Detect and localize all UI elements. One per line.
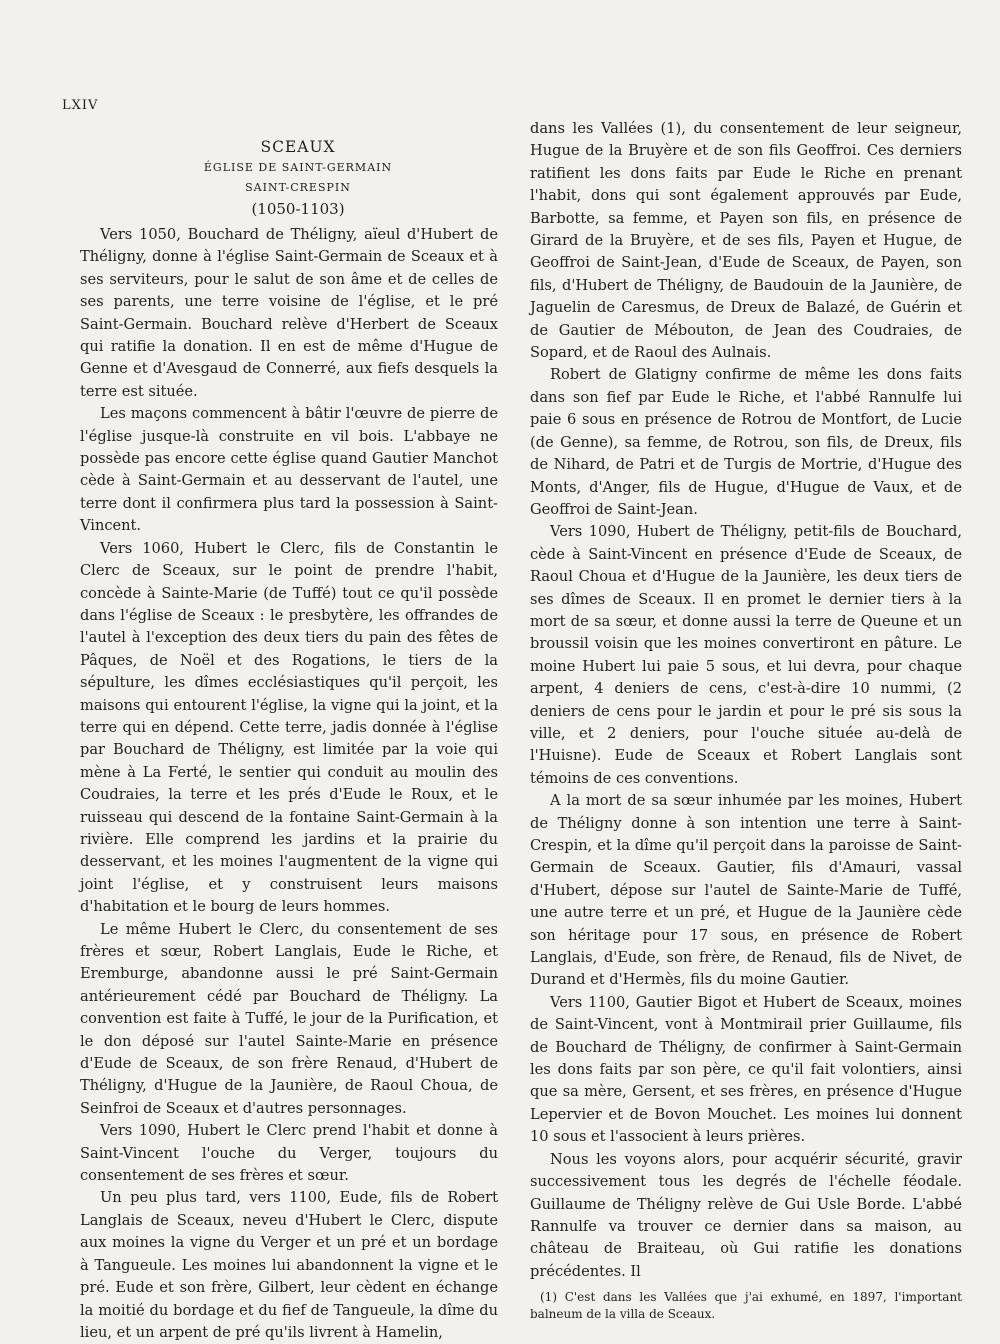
paragraph: Vers 1050, Bouchard de Théligny, aïeul d'Hubert de Théligny, donne à l'église Saint-Germain de Sceaux et à ses serviteurs, pour le salut de son âme et de celles de ses parents, une terre voisine de l'église, et le pré Saint-Germain. Bouchard relève d'Herbert de Sceaux qui ratifie la donation. Il en est de même d'Hugue de Genne et d'Avesgaud de Connerré, aux fiefs desquels la terre est située.: [80, 226, 498, 400]
paragraph: Vers 1100, Gautier Bigot et Hubert de Sceaux, moines de Saint-Vincent, vont à Montmirail prier Guillaume, fils de Bouchard de Théligny, de confirmer à Saint-Germain les dons faits par son père, ce qu'il fait volontiers, ainsi que sa mère, Gersent, et ses frères, en présence d'Hugue Lepervier et de Bovon Mouchet. Les moines lui donnent 10 sous et l'associent à leurs prières.: [530, 993, 962, 1146]
footnote: (1) C'est dans les Vallées que j'ai exhumé, en 1897, l'important balneum de la villa de Sceaux.: [530, 1290, 962, 1322]
paragraph: Le même Hubert le Clerc, du consentement de ses frères et sœur, Robert Langlais, Eude le Riche, et Eremburge, abandonne aussi le pré Saint-Germain antérieurement cédé par Bouchard de Théligny. La convention est faite à Tuffé, le jour de la Purification, et le don déposé sur l'autel Sainte-Marie en présence d'Eude de Sceaux, de son frère Renaud, d'Hubert de Théligny, d'Hugue de la Jaunière, de Raoul Choua, de Seinfroi de Sceaux et d'autres personnages.: [80, 920, 498, 1117]
section-title: SCEAUX: [260, 138, 336, 156]
paragraph: Vers 1090, Hubert de Théligny, petit-fils de Bouchard, cède à Saint-Vincent en présence d'Eude de Sceaux, de Raoul Choua et d'Hugue de la Jaunière, les deux tiers de ses dîmes de Sceaux. Il en promet le dernier tiers à la mort de sa sœur, et donne aussi la terre de Queune et un broussil voisin que les moines convertiront en pâture. Le moine Hubert lui paie 5 sous, et lui devra, pour chaque arpent, 4 deniers de cens, c'est-à-dire 10 nummi, (2 deniers de cens pour le jardin et pour le pré sis sous la ville, et 2 deniers, pour l'ouche située au-delà de l'Huisne). Eude de Sceaux et Robert Langlais sont témoins de ces conventions.: [530, 523, 962, 787]
left-column: [80, 136, 498, 1344]
subtitle: SAINT-CRESPIN: [245, 181, 351, 194]
paragraph: Vers 1090, Hubert le Clerc prend l'habit et donne à Saint-Vincent l'ouche du Verger, toujours du consentement de ses frères et sœur.: [80, 1122, 498, 1185]
paragraph: Robert de Glatigny confirme de même les dons faits dans son fief par Eude le Riche, et l'abbé Rannulfe lui paie 6 sous en présence de Rotrou de Montfort, de Lucie (de Genne), sa femme, de Rotrou, son fils, de Dreux, fils de Nihard, de Patri et de Turgis de Mortrie, d'Hugue des Monts, d'Anger, fils de Hugue, d'Hugue de Vaux, et de Geoffroi de Saint-Jean.: [530, 366, 962, 518]
paragraph: Vers 1060, Hubert le Clerc, fils de Constantin le Clerc de Sceaux, sur le point de prendre l'habit, concède à Sainte-Marie (de Tuffé) tout ce qu'il possède dans l'église de Sceaux : le presbytère, les offrandes de l'autel à l'exception des deux tiers du pain des fêtes de Pâques, de Noël et des Rogations, le tiers de la sépulture, les dîmes ecclésiastiques qu'il perçoit, les maisons qui entourent l'église, la vigne qui la joint, et la terre qui en dépend. Cette terre, jadis donnée à l'église par Bouchard de Théligny, est limitée par la voie qui mène à La Ferté, le sentier qui conduit au moulin des Coudraies, la terre et les prés d'Eude le Roux, et le ruisseau qui descend de la fontaine Saint-Germain à la rivière. Elle comprend les jardins et la prairie du desservant, et les moines l'augmentent de la vigne qui joint l'église, et y construisent leurs maisons d'habitation et le bourg de leurs hommes.: [80, 539, 498, 916]
paragraph: Un peu plus tard, vers 1100, Eude, fils de Robert Langlais de Sceaux, neveu d'Hubert le Clerc, dispute aux moines la vigne du Verger et un pré et un bordage à Tangueule. Les moines lui abandonnent la vigne et le pré. Eude et son frère, Gilbert, leur cèdent en échange la moitié du bordage et du fief de Tangueule, la dîme du lieu, et un arpent de pré qu'ils livrent à Hamelin,: [80, 1189, 498, 1341]
section-title-block: [98, 136, 498, 220]
paragraph: Les maçons commencent à bâtir l'œuvre de pierre de l'église jusque-là construite en vil bois. L'abbaye ne possède pas encore cette église quand Gautier Manchot cède à Saint-Germain et au desservant de l'autel, une terre dont il confirmera plus tard la possession à Saint-Vincent.: [80, 405, 498, 535]
paragraph: A la mort de sa sœur inhumée par les moines, Hubert de Théligny donne à son intention une terre à Saint-Crespin, et la dîme qu'il perçoit dans la paroisse de Saint-Germain de Sceaux. Gautier, fils d'Amauri, vassal d'Hubert, dépose sur l'autel de Sainte-Marie de Tuffé, une autre terre et un pré, et Hugue de la Jaunière cède son héritage pour 17 sous, en présence de Robert Langlais, d'Eude, son frère, de Renaud, fils de Nivet, de Durand et d'Hermès, fils du moine Gautier.: [530, 792, 962, 989]
date-range: (1050-1103): [251, 200, 345, 218]
church-name: ÉGLISE DE SAINT-GERMAIN: [203, 161, 393, 174]
page-number: LXIV: [62, 98, 99, 113]
paragraph-continued: dans les Vallées (1), du consentement de leur seigneur, Hugue de la Bruyère et de son fils Geoffroi. Ces derniers ratifient les dons faits par Eude le Riche en prenant l'habit, dons qui sont également approuvés par Eude, Barbotte, sa femme, et Payen son fils, en présence de Girard de la Bruyère, et de ses fils, Payen et Hugue, de Geoffroi de Saint-Jean, d'Eude de Sceaux, de Payen, son fils, d'Hubert de Théligny, de Baudouin de la Jaunière, de Jaguelin de Caresmus, de Dreux de Balazé, de Guérin et de Gautier de Mébouton, de Jean des Coudraies, de Sopard, et de Raoul des Aulnais.: [530, 120, 962, 362]
paragraph: Nous les voyons alors, pour acquérir sécurité, gravir successivement tous les degrés de l'échelle féodale. Guillaume de Théligny relève de Gui Usle Borde. L'abbé Rannulfe va trouver ce dernier dans sa maison, au château de Braiteau, où Gui ratifie les donations précédentes. Il: [530, 1150, 962, 1280]
right-column: [530, 118, 962, 1323]
